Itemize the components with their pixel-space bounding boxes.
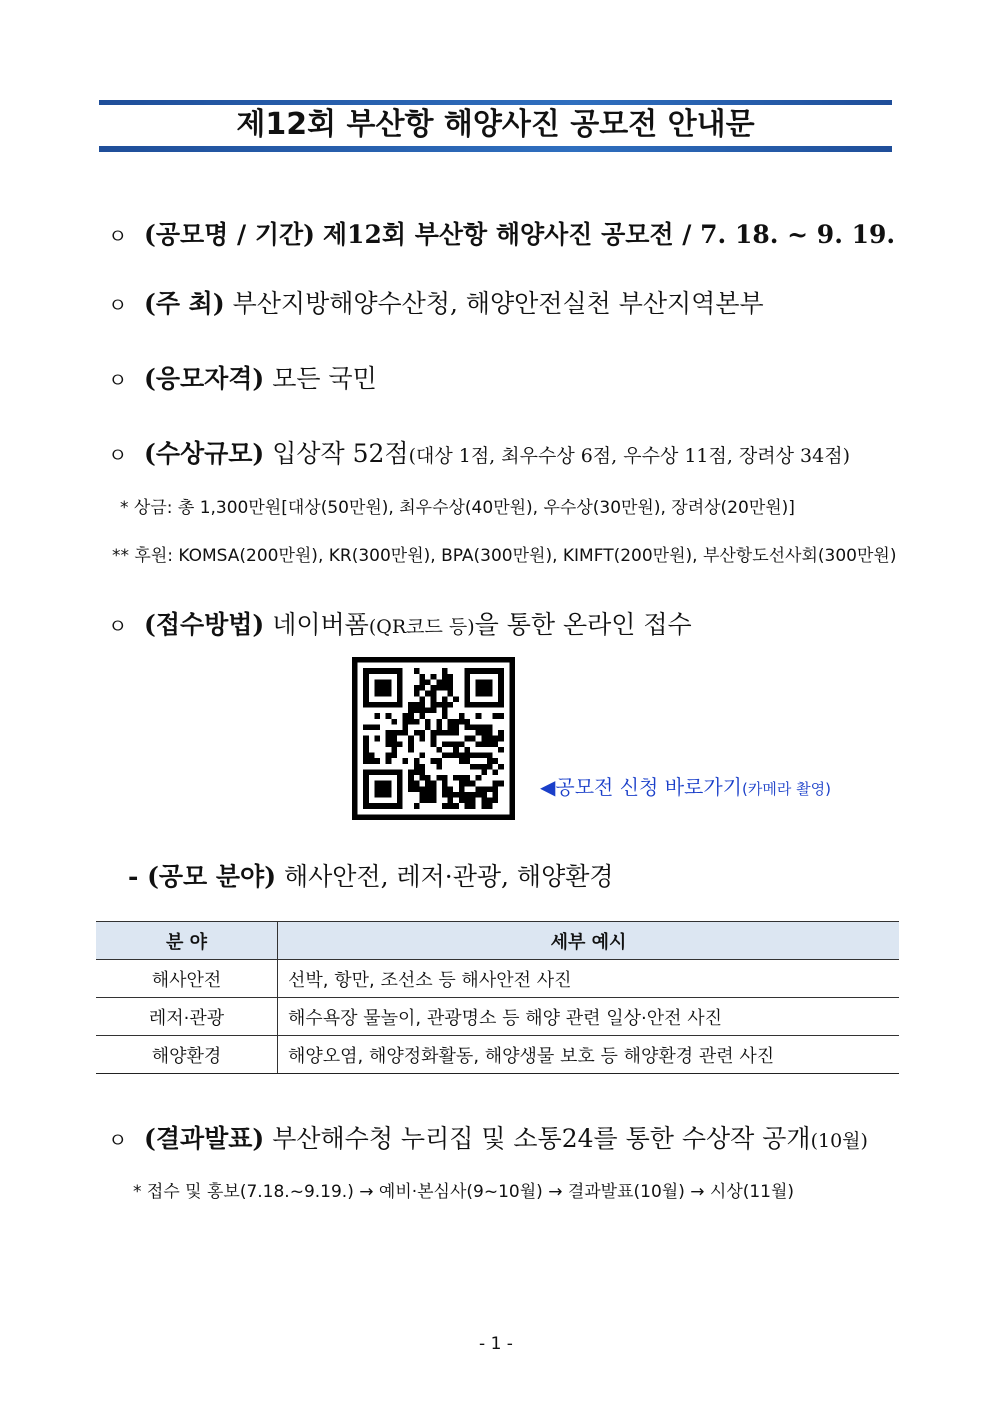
table-cell-field: 해사안전 [96,960,278,998]
qr-link-note: (카메라 촬영) [742,780,831,798]
page-number: - 1 - [479,1334,513,1354]
item-text: 부산지방해양수산청, 해양안전실천 부산지역본부 [232,289,764,318]
header-field: 분 야 [96,922,278,960]
table-cell-examples: 선박, 항만, 조선소 등 해사안전 사진 [278,960,900,998]
item-detail: (대상 1점, 최우수상 6점, 우수상 11점, 장려상 34점) [408,445,850,467]
table-cell-examples: 해양오염, 해양정화활동, 해양생물 보호 등 해양환경 관련 사진 [278,1036,900,1074]
bullet-icon: ㅇ [108,224,128,248]
item-contest-period [108,218,895,253]
bullet-icon: ㅇ [108,443,128,467]
page-title: 제12회 부산항 해양사진 공모전 안내문 [236,107,755,142]
qr-link-label: 공모전 신청 바로가기 [555,775,742,799]
qr-apply-link[interactable] [540,772,831,804]
item-detail: (QR코드 등) [368,616,475,638]
fields-text: 해사안전, 레저·관광, 해양환경 [284,862,614,891]
table-row [96,960,899,998]
table-cell-examples: 해수욕장 물놀이, 관광명소 등 해양 관련 일상·안전 사진 [278,998,900,1036]
fields-table [96,921,899,1074]
item-host [108,287,764,322]
sponsor-note: ** 후원: KOMSA(200만원), KR(300만원), BPA(300만원), KIMFT(200만원), 부산항도선사회(300만원) [112,546,897,566]
item-text: 부산해수청 누리집 및 소통24를 통한 수상작 공개 [272,1124,811,1153]
schedule-note: * 접수 및 홍보(7.18.~9.19.) → 예비·본심사(9~10월) → 결과발표(10월) → 시상(11월) [133,1182,795,1202]
qr-code[interactable] [352,657,515,820]
item-submission [108,608,692,644]
item-label: (결과발표) [144,1124,265,1153]
item-text: 입상작 52점 [272,439,409,468]
bullet-icon: ㅇ [108,1128,128,1152]
item-text-tail: 을 통한 온라인 접수 [474,610,692,639]
table-cell-field: 레저·관광 [96,998,278,1036]
item-label: (수상규모) [144,439,265,468]
table-row [96,1036,899,1074]
item-eligibility [108,362,377,397]
item-text: 제12회 부산항 해양사진 공모전 / 7. 18. ~ 9. 19. [322,220,896,249]
bullet-icon: ㅇ [108,368,128,392]
bullet-icon: ㅇ [108,293,128,317]
prize-note: * 상금: 총 1,300만원[대상(50만원), 최우수상(40만원), 우수상(30만원), 장려상(20만원)] [120,498,795,518]
item-label: (주 최) [144,289,225,318]
title-bottom-rule [99,146,892,152]
item-text: 네이버폼 [272,610,369,639]
item-label: (공모명 / 기간) [144,220,315,249]
bullet-icon: ㅇ [108,614,128,638]
item-awards [108,437,850,473]
item-results [108,1122,868,1158]
item-detail: (10월) [810,1130,868,1152]
item-text: 모든 국민 [272,364,377,393]
item-label: (접수방법) [144,610,265,639]
table-header-row [96,922,899,960]
item-label: (응모자격) [144,364,265,393]
header-examples: 세부 예시 [278,922,900,960]
fields-label: - (공모 분야) [128,862,277,891]
table-cell-field: 해양환경 [96,1036,278,1074]
fields-heading [128,860,614,894]
arrow-left-icon: ◀ [540,775,556,799]
table-row [96,998,899,1036]
